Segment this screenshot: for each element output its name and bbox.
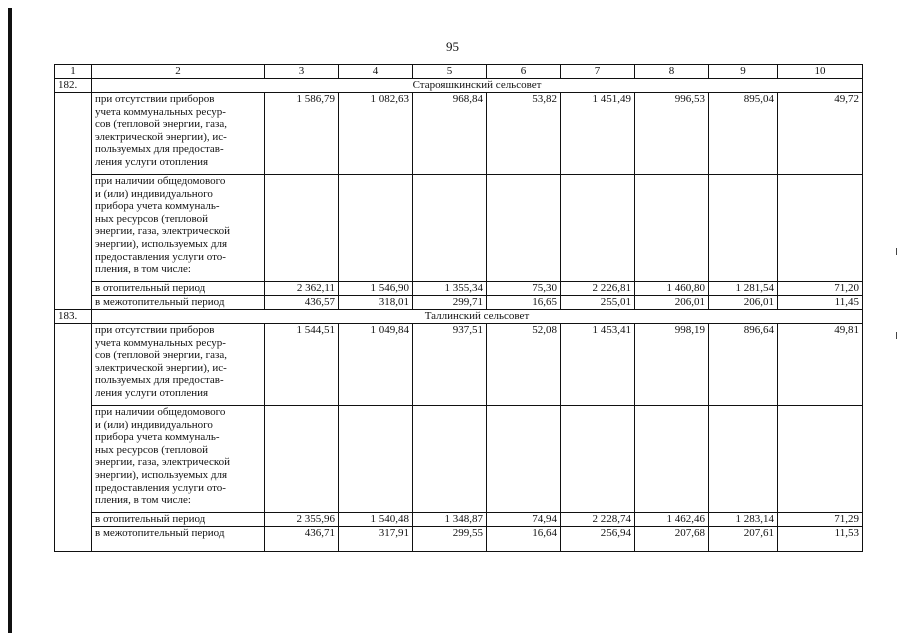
column-header: 10 [778, 65, 863, 79]
column-header: 7 [561, 65, 635, 79]
value-cell: 255,01 [561, 296, 635, 310]
section-title: Таллинский сельсовет [92, 310, 863, 324]
table-row [55, 296, 863, 310]
row-number-cell [55, 93, 92, 310]
table-row [55, 513, 863, 527]
section-title: Старояшкинский сельсовет [92, 79, 863, 93]
section-number: 182. [55, 79, 92, 93]
value-cell: 299,71 [413, 296, 487, 310]
value-cell: 207,68 [635, 527, 709, 552]
value-cell: 49,72 [778, 93, 863, 175]
value-cell [339, 406, 413, 513]
table-row [55, 93, 863, 175]
row-label: при наличии общедомового и (или) индивидуального прибора учета коммуналь- ных ресурсов (тепловой энергии, газа, электрической энергии), используемых для предоставления услуги ото- пления, в том числе: [92, 175, 265, 282]
value-cell: 11,45 [778, 296, 863, 310]
row-label: при отсутствии приборов учета коммунальных ресур- сов (тепловой энергии, газа, электрической энергии), ис- пользуемых для предостав- ления услуги отопления [92, 324, 265, 406]
value-cell: 1 462,46 [635, 513, 709, 527]
column-header: 5 [413, 65, 487, 79]
value-cell: 256,94 [561, 527, 635, 552]
value-cell: 1 283,14 [709, 513, 778, 527]
table-row [55, 527, 863, 552]
value-cell: 2 226,81 [561, 282, 635, 296]
value-cell [413, 175, 487, 282]
value-cell [709, 406, 778, 513]
value-cell: 998,19 [635, 324, 709, 406]
value-cell [413, 406, 487, 513]
column-header: 9 [709, 65, 778, 79]
value-cell [265, 406, 339, 513]
value-cell [561, 406, 635, 513]
value-cell [635, 406, 709, 513]
value-cell [339, 175, 413, 282]
value-cell: 206,01 [709, 296, 778, 310]
section-row [55, 79, 863, 93]
row-number-cell [55, 324, 92, 552]
value-cell: 896,64 [709, 324, 778, 406]
value-cell: 996,53 [635, 93, 709, 175]
value-cell: 1 281,54 [709, 282, 778, 296]
value-cell: 1 348,87 [413, 513, 487, 527]
column-header: 3 [265, 65, 339, 79]
value-cell: 206,01 [635, 296, 709, 310]
value-cell [635, 175, 709, 282]
value-cell: 968,84 [413, 93, 487, 175]
value-cell: 318,01 [339, 296, 413, 310]
value-cell: 11,53 [778, 527, 863, 552]
value-cell: 207,61 [709, 527, 778, 552]
value-cell: 1 453,41 [561, 324, 635, 406]
value-cell: 1 540,48 [339, 513, 413, 527]
column-header: 1 [55, 65, 92, 79]
value-cell: 16,64 [487, 527, 561, 552]
value-cell: 2 228,74 [561, 513, 635, 527]
scan-left-edge [8, 8, 12, 633]
value-cell: 317,91 [339, 527, 413, 552]
value-cell: 1 049,84 [339, 324, 413, 406]
row-label: при отсутствии приборов учета коммунальных ресур- сов (тепловой энергии, газа, электрической энергии), ис- пользуемых для предостав- ления услуги отопления [92, 93, 265, 175]
value-cell: 74,94 [487, 513, 561, 527]
row-label: в отопительный период [92, 513, 265, 527]
value-cell: 1 460,80 [635, 282, 709, 296]
value-cell: 1 586,79 [265, 93, 339, 175]
value-cell [561, 175, 635, 282]
table-row [55, 175, 863, 282]
value-cell: 299,55 [413, 527, 487, 552]
scan-edge-mark [896, 332, 897, 339]
value-cell: 71,29 [778, 513, 863, 527]
value-cell [265, 175, 339, 282]
value-cell [487, 406, 561, 513]
table-row [55, 406, 863, 513]
value-cell: 16,65 [487, 296, 561, 310]
column-header: 6 [487, 65, 561, 79]
column-header: 8 [635, 65, 709, 79]
column-header: 2 [92, 65, 265, 79]
value-cell [487, 175, 561, 282]
value-cell: 436,71 [265, 527, 339, 552]
value-cell: 52,08 [487, 324, 561, 406]
table-row [55, 282, 863, 296]
value-cell: 71,20 [778, 282, 863, 296]
value-cell: 895,04 [709, 93, 778, 175]
column-number-row [55, 65, 863, 79]
section-number: 183. [55, 310, 92, 324]
value-cell: 436,57 [265, 296, 339, 310]
row-label: в межотопительный период [92, 527, 265, 552]
table-row [55, 324, 863, 406]
value-cell: 1 451,49 [561, 93, 635, 175]
value-cell [778, 406, 863, 513]
value-cell: 2 355,96 [265, 513, 339, 527]
scan-edge-mark [896, 248, 897, 255]
page-number: 95 [446, 39, 459, 54]
value-cell: 1 546,90 [339, 282, 413, 296]
value-cell: 75,30 [487, 282, 561, 296]
value-cell: 2 362,11 [265, 282, 339, 296]
value-cell [778, 175, 863, 282]
row-label: в отопительный период [92, 282, 265, 296]
value-cell: 53,82 [487, 93, 561, 175]
value-cell [709, 175, 778, 282]
row-label: при наличии общедомового и (или) индивидуального прибора учета коммуналь- ных ресурсов (тепловой энергии, газа, электрической энергии), используемых для предоставления услуги ото- пления, в том числе: [92, 406, 265, 513]
column-header: 4 [339, 65, 413, 79]
section-row [55, 310, 863, 324]
data-table [54, 64, 863, 552]
value-cell: 1 544,51 [265, 324, 339, 406]
value-cell: 49,81 [778, 324, 863, 406]
row-label: в межотопительный период [92, 296, 265, 310]
value-cell: 1 355,34 [413, 282, 487, 296]
value-cell: 1 082,63 [339, 93, 413, 175]
value-cell: 937,51 [413, 324, 487, 406]
